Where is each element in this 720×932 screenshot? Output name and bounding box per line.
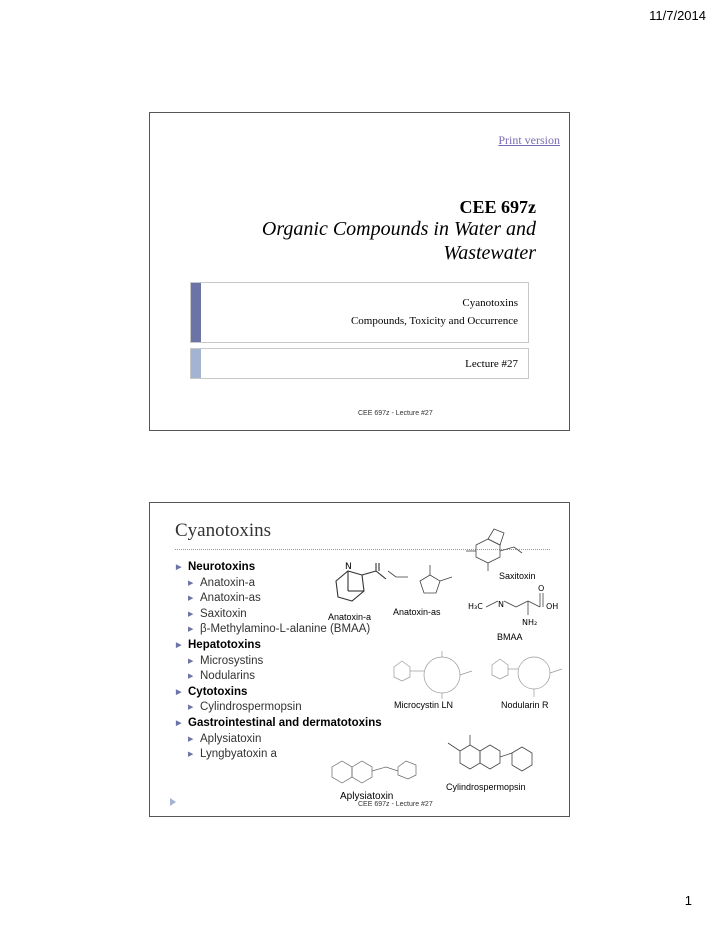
topic-line2: Compounds, Toxicity and Occurrence [350, 315, 518, 327]
list-item: ▶ Neurotoxins [176, 560, 382, 576]
bullet-arrow-icon: ▶ [188, 657, 194, 665]
course-title [166, 195, 536, 265]
list-item: ▶ Lyngbyatoxin a [176, 747, 382, 763]
bullet-arrow-icon: ▶ [176, 641, 182, 649]
anatoxin-as-structure [384, 561, 464, 605]
nodularin-label: Nodularin R [501, 700, 549, 710]
nodularin-structure [488, 649, 568, 699]
anatoxin-a-label: Anatoxin-a [328, 612, 372, 622]
slide2-footer: CEE 697z - Lecture #27 [358, 801, 433, 808]
bullet-arrow-icon: ▶ [188, 735, 194, 743]
slide-heading: Cyanotoxins [175, 520, 272, 541]
microcystin-label: Microcystin LN [394, 700, 454, 710]
saxitoxin-label: Saxitoxin [499, 571, 536, 581]
bullet-arrow-icon: ▶ [188, 595, 194, 603]
list-item: ▶ Saxitoxin [176, 607, 382, 623]
list-item: ▶ Anatoxin-a [176, 576, 382, 592]
topic-box [190, 282, 529, 343]
svg-text:O: O [538, 584, 545, 593]
svg-text:H₃C: H₃C [468, 602, 483, 611]
bullet-arrow-icon: ▶ [188, 704, 194, 712]
list-item: ▶ Aplysiatoxin [176, 732, 382, 748]
course-title-line2: Wastewater [443, 242, 536, 264]
anatoxin-as-label: Anatoxin-as [393, 607, 441, 617]
bullet-arrow-icon: ▶ [176, 688, 182, 696]
topic-accent-bar [191, 283, 201, 342]
print-version-link[interactable]: Print version [498, 133, 560, 147]
list-item: ▶ β-Methylamino-L-alanine (BMAA) [176, 622, 382, 638]
list-item: ▶ Cytotoxins [176, 685, 382, 701]
bmaa-structure [466, 583, 566, 629]
list-item: ▶ Anatoxin-as [176, 591, 382, 607]
svg-text:N: N [345, 562, 352, 572]
cyanotoxins-slide [149, 502, 570, 817]
course-code: CEE 697z [459, 197, 536, 217]
list-item: ▶ Cylindrospermopsin [176, 700, 382, 716]
bmaa-label: BMAA [497, 632, 523, 642]
svg-text:NH₂: NH₂ [522, 618, 538, 627]
topic-line1: Cyanotoxins [462, 297, 518, 309]
list-item: ▶ Hepatotoxins [176, 638, 382, 654]
list-item: ▶ Nodularins [176, 669, 382, 685]
bullet-arrow-icon: ▶ [188, 626, 194, 634]
svg-text:OH: OH [546, 602, 559, 611]
lecture-accent-bar [191, 349, 201, 378]
page-number: 1 [684, 893, 692, 908]
course-title-line1: Organic Compounds in Water and [261, 218, 536, 240]
bullet-arrow-icon: ▶ [188, 610, 194, 618]
anatoxin-a-structure [326, 561, 388, 615]
list-item: ▶ Gastrointestinal and dermatotoxins [176, 716, 382, 732]
cylindrospermopsin-structure [440, 731, 560, 779]
bullet-arrow-icon: ▶ [188, 751, 194, 759]
bullet-arrow-icon: ▶ [176, 564, 182, 571]
aplysiatoxin-structure [322, 753, 432, 793]
page-date: 11/7/2014 [649, 8, 706, 23]
lecture-box [190, 348, 529, 379]
list-item: ▶ Microsystins [176, 654, 382, 670]
lecture-number: Lecture #27 [465, 358, 518, 370]
slide1-footer: CEE 697z - Lecture #27 [358, 410, 433, 417]
title-slide [149, 112, 570, 431]
microcystin-structure [390, 649, 480, 699]
saxitoxin-structure [458, 525, 528, 573]
bullet-arrow-icon: ▶ [176, 719, 182, 727]
bullet-arrow-icon: ▶ [188, 579, 194, 587]
cylindrospermopsin-label: Cylindrospermopsin [446, 782, 526, 792]
aplysiatoxin-label: Aplysiatoxin [340, 791, 394, 802]
slide-nav-arrow-icon [170, 798, 176, 806]
bullet-arrow-icon: ▶ [188, 673, 194, 681]
svg-text:N: N [498, 600, 504, 609]
